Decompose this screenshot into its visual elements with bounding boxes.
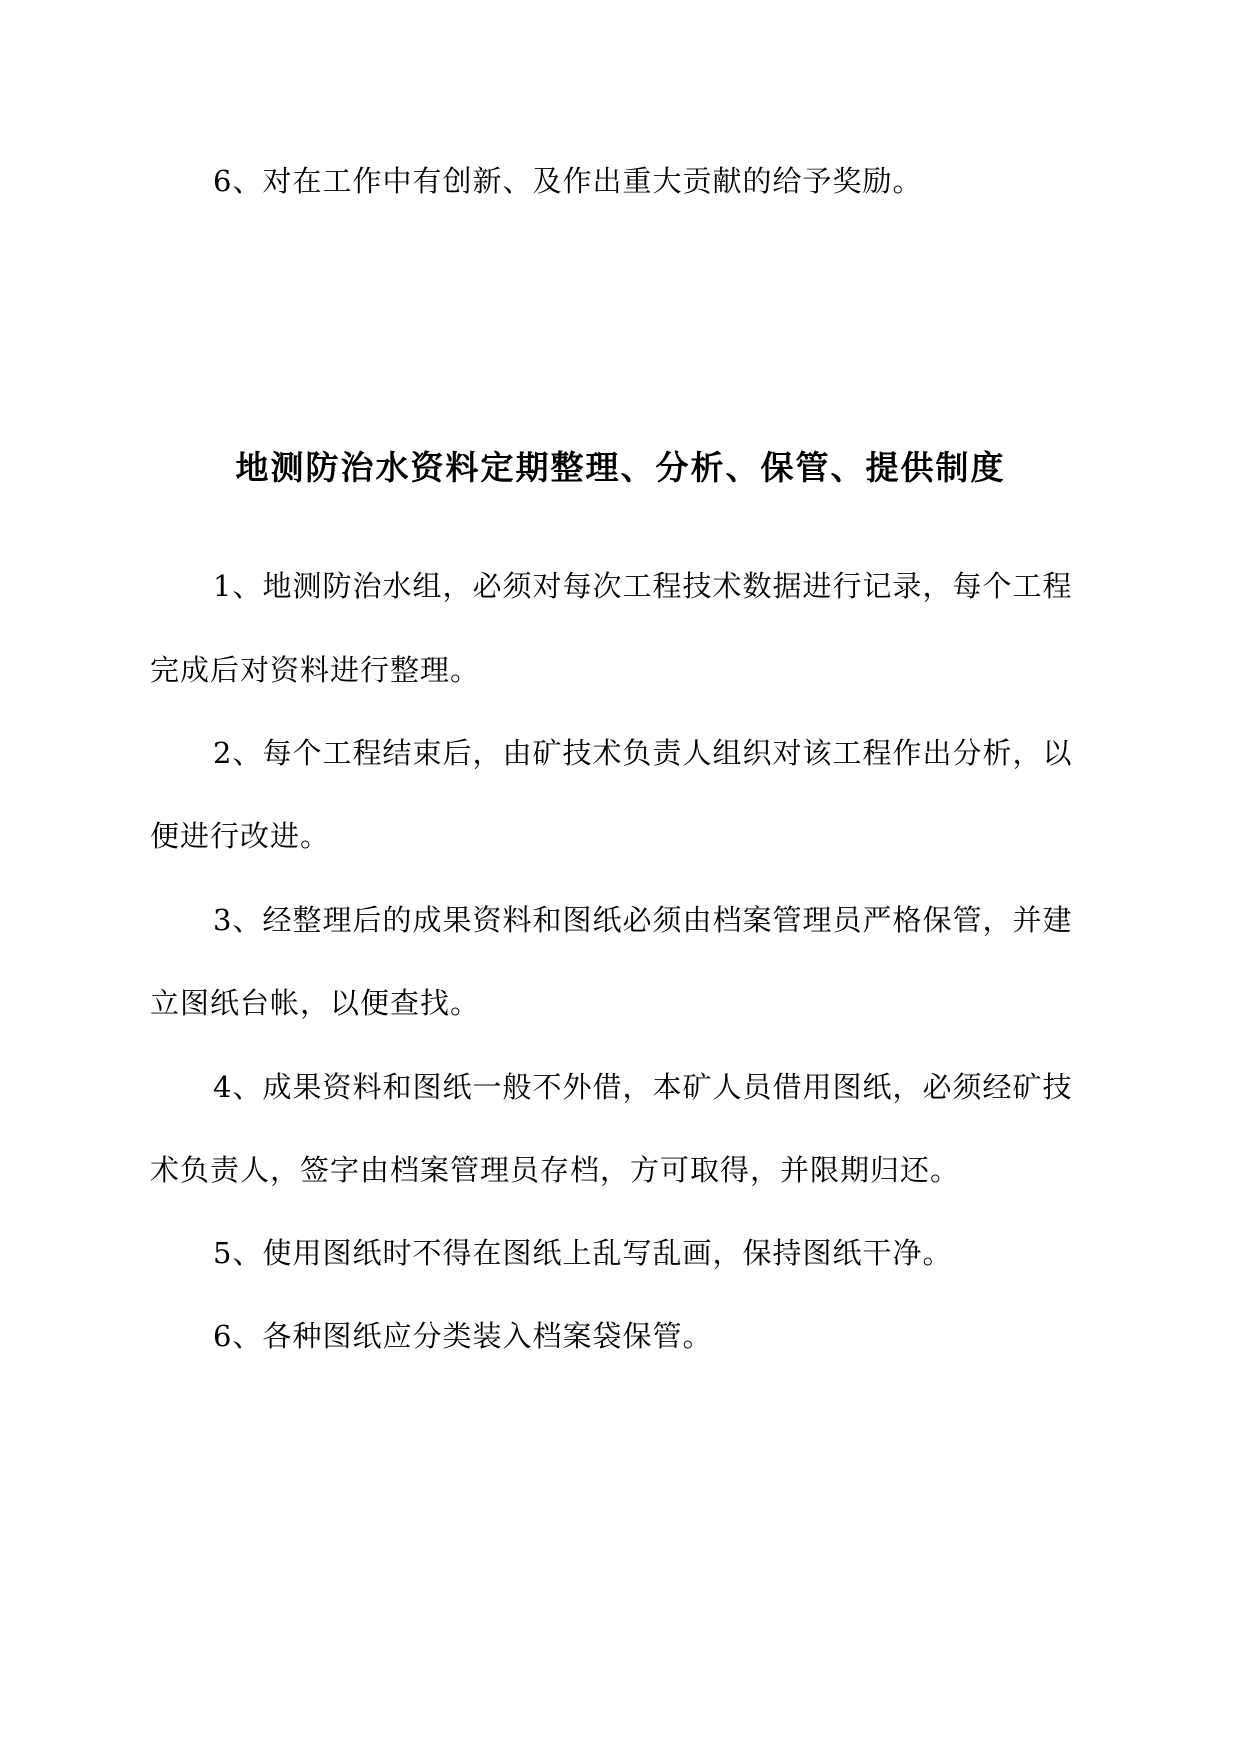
item-5-line-1: 5、使用图纸时不得在图纸上乱写乱画，保持图纸干净。 [213, 1236, 953, 1270]
item-4-line-2: 术负责人，签字由档案管理员存档，方可取得，并限期归还。 [150, 1153, 961, 1187]
item-1-line-2: 完成后对资料进行整理。 [150, 653, 481, 687]
item-3-line-1: 3、经整理后的成果资料和图纸必须由档案管理员严格保管，并建 [213, 903, 1073, 937]
previous-item-6: 6、对在工作中有创新、及作出重大贡献的给予奖励。 [213, 164, 923, 198]
item-1-line-1: 1、地测防治水组，必须对每次工程技术数据进行记录，每个工程 [213, 569, 1073, 603]
item-3-line-2: 立图纸台帐，以便查找。 [150, 986, 481, 1020]
item-2-line-1: 2、每个工程结束后，由矿技术负责人组织对该工程作出分析，以 [213, 736, 1073, 770]
section-title: 地测防治水资料定期整理、分析、保管、提供制度 [235, 448, 1006, 487]
item-2-line-2: 便进行改进。 [150, 819, 331, 853]
item-6-line-1: 6、各种图纸应分类装入档案袋保管。 [213, 1319, 713, 1353]
item-4-line-1: 4、成果资料和图纸一般不外借，本矿人员借用图纸，必须经矿技 [213, 1070, 1073, 1104]
